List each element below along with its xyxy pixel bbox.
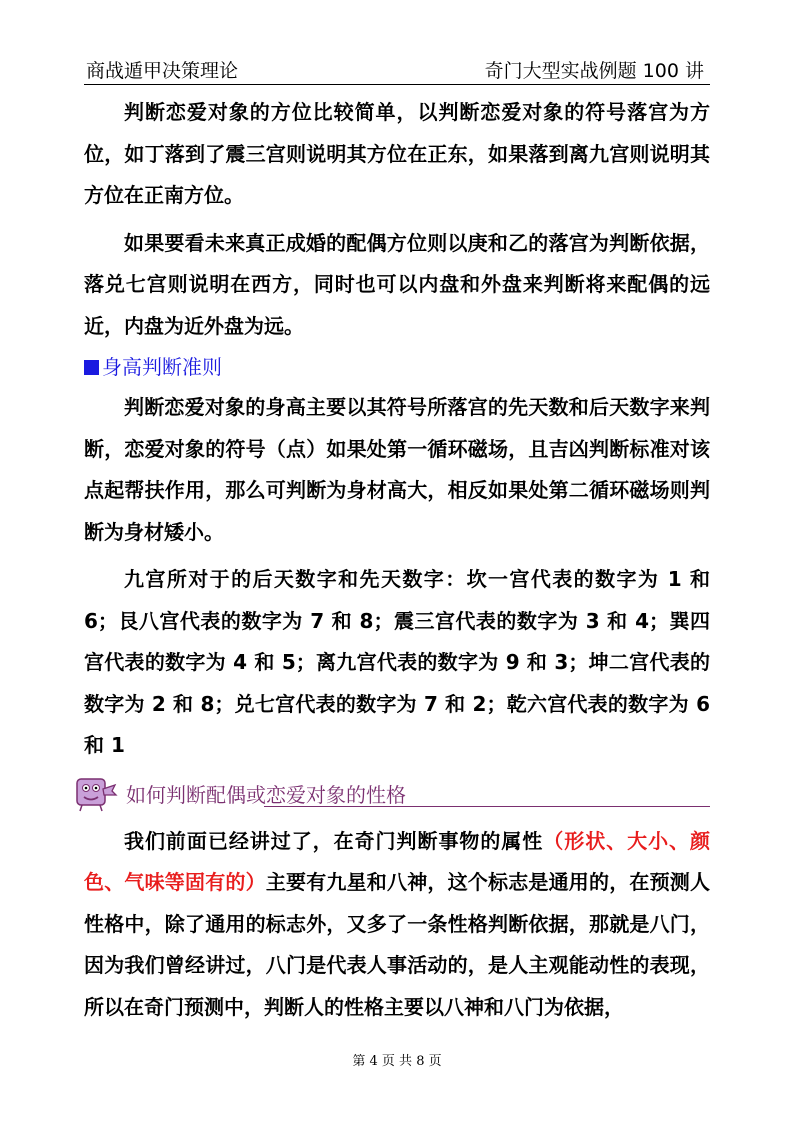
paragraph-palace-numbers: 九宫所对于的后天数字和先天数字：坎一宫代表的数字为 1 和 6；艮八宫代表的数字为 7 和 8；震三宫代表的数字为 3 和 4；巽四宫代表的数字为 4 和 5；离九宫代表的数字为 9 和 3；坤二宫代表的数字为 2 和 8；兑七宫代表的数字为 7 和 2；乾六宫代表的数字为 6 和 1 <box>84 567 710 757</box>
paragraph-direction: 判断恋爱对象的方位比较简单，以判断恋爱对象的符号落宫为方位，如丁落到了震三宫则说明其方位在正东，如果落到离九宫则说明其方位在正南方位。 <box>84 100 710 207</box>
section-heading-height-text: 身高判断准则 <box>102 355 222 379</box>
paragraph-personality <box>84 821 710 1029</box>
pointing-hand-cartoon-icon <box>74 773 118 813</box>
paragraph-personality-red-note: （形状、大小、颜色、气味等固有的） <box>84 828 711 894</box>
paragraph-spouse-direction: 如果要看未来真正成婚的配偶方位则以庚和乙的落宫为判断依据，落兑七宫则说明在西方，同时也可以内盘和外盘来判断将来配偶的远近，内盘为近外盘为远。 <box>84 230 710 338</box>
paragraph-personality-before: 我们前面已经讲过了，在奇门判断事物的属性 <box>124 828 544 853</box>
section-heading-personality-text: 如何判断配偶或恋爱对象的性格 <box>126 782 406 807</box>
section-heading-height <box>84 347 710 387</box>
page-footer: 第 4 页 共 8 页 <box>352 1054 442 1069</box>
blue-square-bullet-icon <box>84 360 99 375</box>
document-body <box>84 92 710 1028</box>
heading-underline <box>264 806 710 807</box>
header-right-title: 奇门大型实战例题 100 讲 <box>484 60 704 82</box>
paragraph-height: 判断恋爱对象的身高主要以其符号所落宫的先天数和后天数字来判断，恋爱对象的符号（点）如果处第一循环磁场，且吉凶判断标准对该点起帮扶作用，那么可判断为身材高大，相反如果处第二循环磁场则判断为身材矮小。 <box>84 395 710 544</box>
page-header <box>84 54 710 85</box>
header-left-title: 商战遁甲决策理论 <box>86 60 239 82</box>
section-heading-personality <box>84 769 710 821</box>
paragraph-personality-after: 主要有九星和八神，这个标志是通用的，在预测人性格中，除了通用的标志外，又多了一条性格判断依据，那就是八门，因为我们曾经讲过，八门是代表人事活动的，是人主观能动性的表现，所以在奇门预测中，判断人的性格主要以八神和八门为依据， <box>84 870 711 1019</box>
